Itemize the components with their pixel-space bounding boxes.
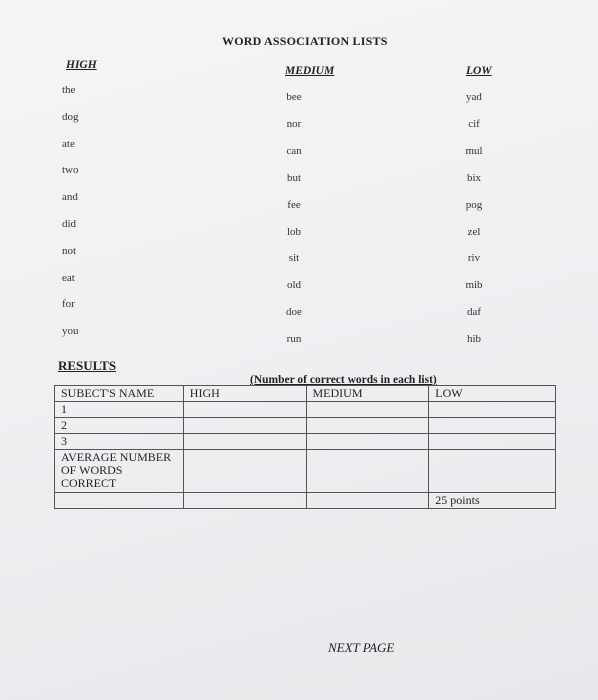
table-row — [55, 418, 556, 434]
word-low: mul — [465, 144, 483, 157]
table-cell[interactable] — [183, 402, 306, 418]
next-page-label: NEXT PAGE — [328, 640, 395, 655]
table-row — [55, 434, 556, 450]
table-cell — [55, 493, 184, 509]
word-high: ate — [62, 137, 75, 150]
column-header-medium: MEDIUM — [285, 65, 335, 77]
word-high: eat — [62, 271, 75, 284]
word-medium: can — [286, 144, 302, 157]
table-row — [55, 450, 556, 493]
word-low: bix — [466, 171, 482, 184]
word-medium: bee — [286, 91, 302, 103]
table-cell[interactable] — [183, 418, 306, 434]
word-low: zel — [467, 225, 481, 238]
word-high: not — [62, 244, 77, 257]
table-cell[interactable] — [306, 402, 429, 418]
table-header-row — [55, 386, 556, 402]
word-high: you — [62, 325, 79, 338]
word-medium: nor — [286, 117, 302, 130]
word-low: riv — [467, 252, 481, 265]
results-caption: (Number of correct words in each list) — [250, 374, 437, 386]
row-label-average: AVERAGE NUMBER OF WORDS CORRECT — [55, 450, 184, 493]
column-header-high: HIGH — [66, 59, 97, 71]
row-label: 2 — [55, 418, 184, 434]
results-heading: RESULTS — [58, 358, 117, 373]
word-low: pog — [465, 198, 483, 211]
word-medium: fee — [287, 198, 301, 211]
row-label: 3 — [55, 434, 184, 450]
row-label: 1 — [55, 402, 184, 418]
word-medium: run — [286, 333, 302, 346]
table-cell[interactable] — [429, 434, 556, 450]
word-medium: old — [286, 279, 302, 292]
word-low: mib — [465, 279, 483, 292]
word-high: two — [62, 164, 79, 177]
word-medium: but — [286, 171, 302, 184]
table-cell[interactable] — [306, 450, 429, 493]
word-high: the — [62, 84, 76, 96]
header-subject-name: SUBECT'S NAME — [55, 386, 184, 402]
word-medium: sit — [288, 252, 300, 265]
word-low: yad — [466, 91, 482, 103]
word-low: daf — [466, 306, 482, 319]
points-cell: 25 points — [429, 493, 556, 509]
table-row — [55, 402, 556, 418]
word-high: dog — [62, 110, 79, 123]
word-medium: doe — [286, 306, 302, 319]
results-table — [54, 385, 556, 509]
table-cell — [306, 493, 429, 509]
table-cell[interactable] — [183, 434, 306, 450]
word-high: for — [62, 298, 75, 311]
word-high: and — [62, 191, 78, 204]
table-cell[interactable] — [429, 402, 556, 418]
word-medium: lob — [286, 225, 302, 238]
table-cell[interactable] — [306, 434, 429, 450]
table-row — [55, 493, 556, 509]
table-cell[interactable] — [429, 418, 556, 434]
table-cell[interactable] — [429, 450, 556, 493]
header-low: LOW — [429, 386, 556, 402]
table-cell — [183, 493, 306, 509]
page-title: WORD ASSOCIATION LISTS — [222, 34, 388, 48]
header-high: HIGH — [183, 386, 306, 402]
word-low: hib — [466, 333, 482, 346]
header-medium: MEDIUM — [306, 386, 429, 402]
table-cell[interactable] — [183, 450, 306, 493]
word-low: cif — [468, 117, 480, 130]
word-high: did — [62, 218, 77, 230]
column-header-low: LOW — [466, 65, 492, 77]
table-cell[interactable] — [306, 418, 429, 434]
